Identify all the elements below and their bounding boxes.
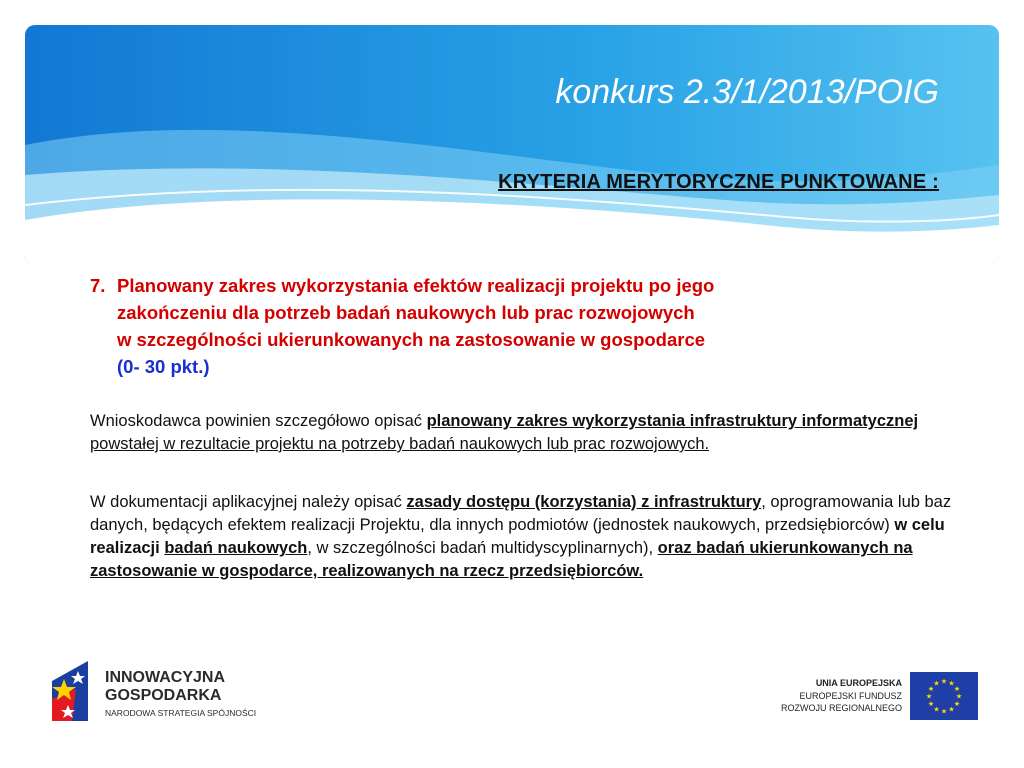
eu-star-icon: ★ — [927, 686, 935, 693]
criterion-text — [117, 272, 950, 380]
eu-star-icon: ★ — [948, 680, 955, 688]
eu-line-3: ROZWOJU REGIONALNEGO — [780, 703, 902, 713]
criterion-line-1: Planowany zakres wykorzystania efektów realizacji projektu po jego — [117, 275, 715, 296]
logo-left-line-1: INNOWACYJNA — [105, 669, 226, 686]
criterion-line-2: zakończeniu dla potrzeb badań naukowych lub prac rozwojowych — [117, 302, 695, 323]
eu-star-icon: ★ — [955, 693, 963, 701]
slide-title: konkurs 2.3/1/2013/POIG — [555, 73, 939, 111]
para1-emphasis: planowany zakres wykorzystania infrastruktury informatycznej — [426, 412, 919, 430]
eu-star-icon: ★ — [927, 701, 935, 708]
eu-line-1: UNIA EUROPEJSKA — [815, 678, 902, 688]
criterion-points: (0- 30 pkt.) — [117, 356, 210, 377]
eu-star-icon: ★ — [953, 686, 961, 693]
slide-subtitle: KRYTERIA MERYTORYCZNE PUNKTOWANE : — [498, 171, 939, 193]
para2-emphasis-research: badań naukowych — [164, 539, 308, 557]
eu-star-icon: ★ — [925, 693, 933, 701]
criterion-number: 7. — [90, 275, 106, 296]
criterion-7 — [90, 272, 950, 380]
eu-star-icon: ★ — [940, 708, 948, 716]
eu-star-icon: ★ — [940, 678, 948, 686]
para2-emphasis-economy: oraz badań ukierunkowanych na zastosowanie w gospodarce, realizowanych na rzecz przedsiębiorców. — [90, 539, 913, 580]
innowacyjna-gospodarka-logo — [50, 655, 280, 725]
paragraph-access-rules — [90, 491, 990, 583]
eu-flag-icon — [910, 672, 978, 720]
para1-text-2: powstałej w rezultacie projektu na potrzeby badań naukowych lub prac rozwojowych. — [90, 435, 710, 453]
criterion-line-3: w szczególności ukierunkowanych na zastosowanie w gospodarce — [117, 329, 706, 350]
paragraph-infrastructure-scope — [90, 410, 990, 456]
logo-left-line-3: NARODOWA STRATEGIA SPÓJNOŚCI — [105, 708, 257, 718]
eu-star-icon: ★ — [953, 701, 961, 708]
logo-left-line-2: GOSPODARKA — [105, 687, 222, 704]
eu-line-2: EUROPEJSKI FUNDUSZ — [799, 691, 902, 701]
header-wave-background — [25, 25, 999, 265]
eu-star-icon: ★ — [948, 706, 955, 714]
eu-logo — [776, 670, 986, 725]
para1-text-1: Wnioskodawca powinien szczegółowo opisać — [90, 412, 427, 430]
para2-text-1: W dokumentacji aplikacyjnej należy opisać — [90, 493, 407, 511]
eu-star-icon: ★ — [933, 680, 940, 688]
innowacyjna-gospodarka-logo-icon — [50, 659, 100, 723]
eu-star-icon: ★ — [933, 706, 940, 714]
header-banner — [25, 25, 999, 265]
para2-emphasis-purpose: w celu realizacji — [90, 516, 945, 557]
para2-emphasis-access: zasady dostępu (korzystania) z infrastruktury — [406, 493, 762, 511]
para2-text-2: , oprogramowania lub baz danych, będących efektem realizacji Projektu, dla innych podmiotów (jednostek naukowych, przedsiębiorców) — [90, 493, 952, 534]
para2-text-3: , w szczególności badań multidyscyplinarnych), — [307, 539, 658, 557]
